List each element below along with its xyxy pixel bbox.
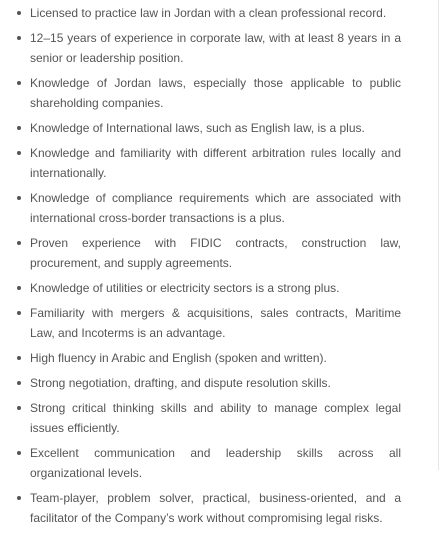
bullet-icon xyxy=(17,451,21,455)
bullet-icon xyxy=(17,81,21,85)
list-item-text: Knowledge of Jordan laws, especially those applicable to public shareholding companies. xyxy=(30,76,401,110)
list-item xyxy=(0,373,439,393)
bullet-icon xyxy=(17,311,21,315)
list-item xyxy=(0,73,439,113)
bullet-icon xyxy=(17,11,21,15)
list-item-text: Team-player, problem solver, practical, business-oriented, and a facilitator of the Company’s work without compromising legal risks. xyxy=(30,491,401,525)
bullet-icon xyxy=(17,496,21,500)
bullet-icon xyxy=(17,356,21,360)
list-item xyxy=(0,278,439,298)
list-item-text: Strong negotiation, drafting, and dispute resolution skills. xyxy=(30,376,331,390)
list-item-text: Knowledge of International laws, such as English law, is a plus. xyxy=(30,121,365,135)
list-item-text: Excellent communication and leadership skills across all organizational levels. xyxy=(30,446,401,480)
bullet-icon xyxy=(17,36,21,40)
list-item xyxy=(0,143,439,183)
bullet-icon xyxy=(17,381,21,385)
list-item xyxy=(0,28,439,68)
list-item xyxy=(0,398,439,438)
bullet-icon xyxy=(17,196,21,200)
list-item xyxy=(0,303,439,343)
list-item xyxy=(0,233,439,273)
list-item-text: Knowledge and familiarity with different arbitration rules locally and internationally. xyxy=(30,146,401,180)
bullet-icon xyxy=(17,151,21,155)
bullet-icon xyxy=(17,126,21,130)
bullet-icon xyxy=(17,286,21,290)
list-item xyxy=(0,118,439,138)
list-item-text: High fluency in Arabic and English (spoken and written). xyxy=(30,351,327,365)
list-item-text: Knowledge of compliance requirements which are associated with international cross-border transactions is a plus. xyxy=(30,191,401,225)
list-item xyxy=(0,488,439,528)
list-item-text: Familiarity with mergers & acquisitions, sales contracts, Maritime Law, and Incoterms is an advantage. xyxy=(30,306,401,340)
list-item-text: Proven experience with FIDIC contracts, construction law, procurement, and supply agreements. xyxy=(30,236,401,270)
list-item-text: Strong critical thinking skills and ability to manage complex legal issues efficiently. xyxy=(30,401,401,435)
list-item-text: Licensed to practice law in Jordan with a clean professional record. xyxy=(30,6,387,20)
list-item xyxy=(0,188,439,228)
list-item xyxy=(0,3,439,23)
bullet-icon xyxy=(17,241,21,245)
list-item-text: Knowledge of utilities or electricity sectors is a strong plus. xyxy=(30,281,340,295)
list-item xyxy=(0,443,439,483)
list-item-text: 12–15 years of experience in corporate law, with at least 8 years in a senior or leadership position. xyxy=(30,31,401,65)
list-item xyxy=(0,348,439,368)
bullet-icon xyxy=(17,406,21,410)
